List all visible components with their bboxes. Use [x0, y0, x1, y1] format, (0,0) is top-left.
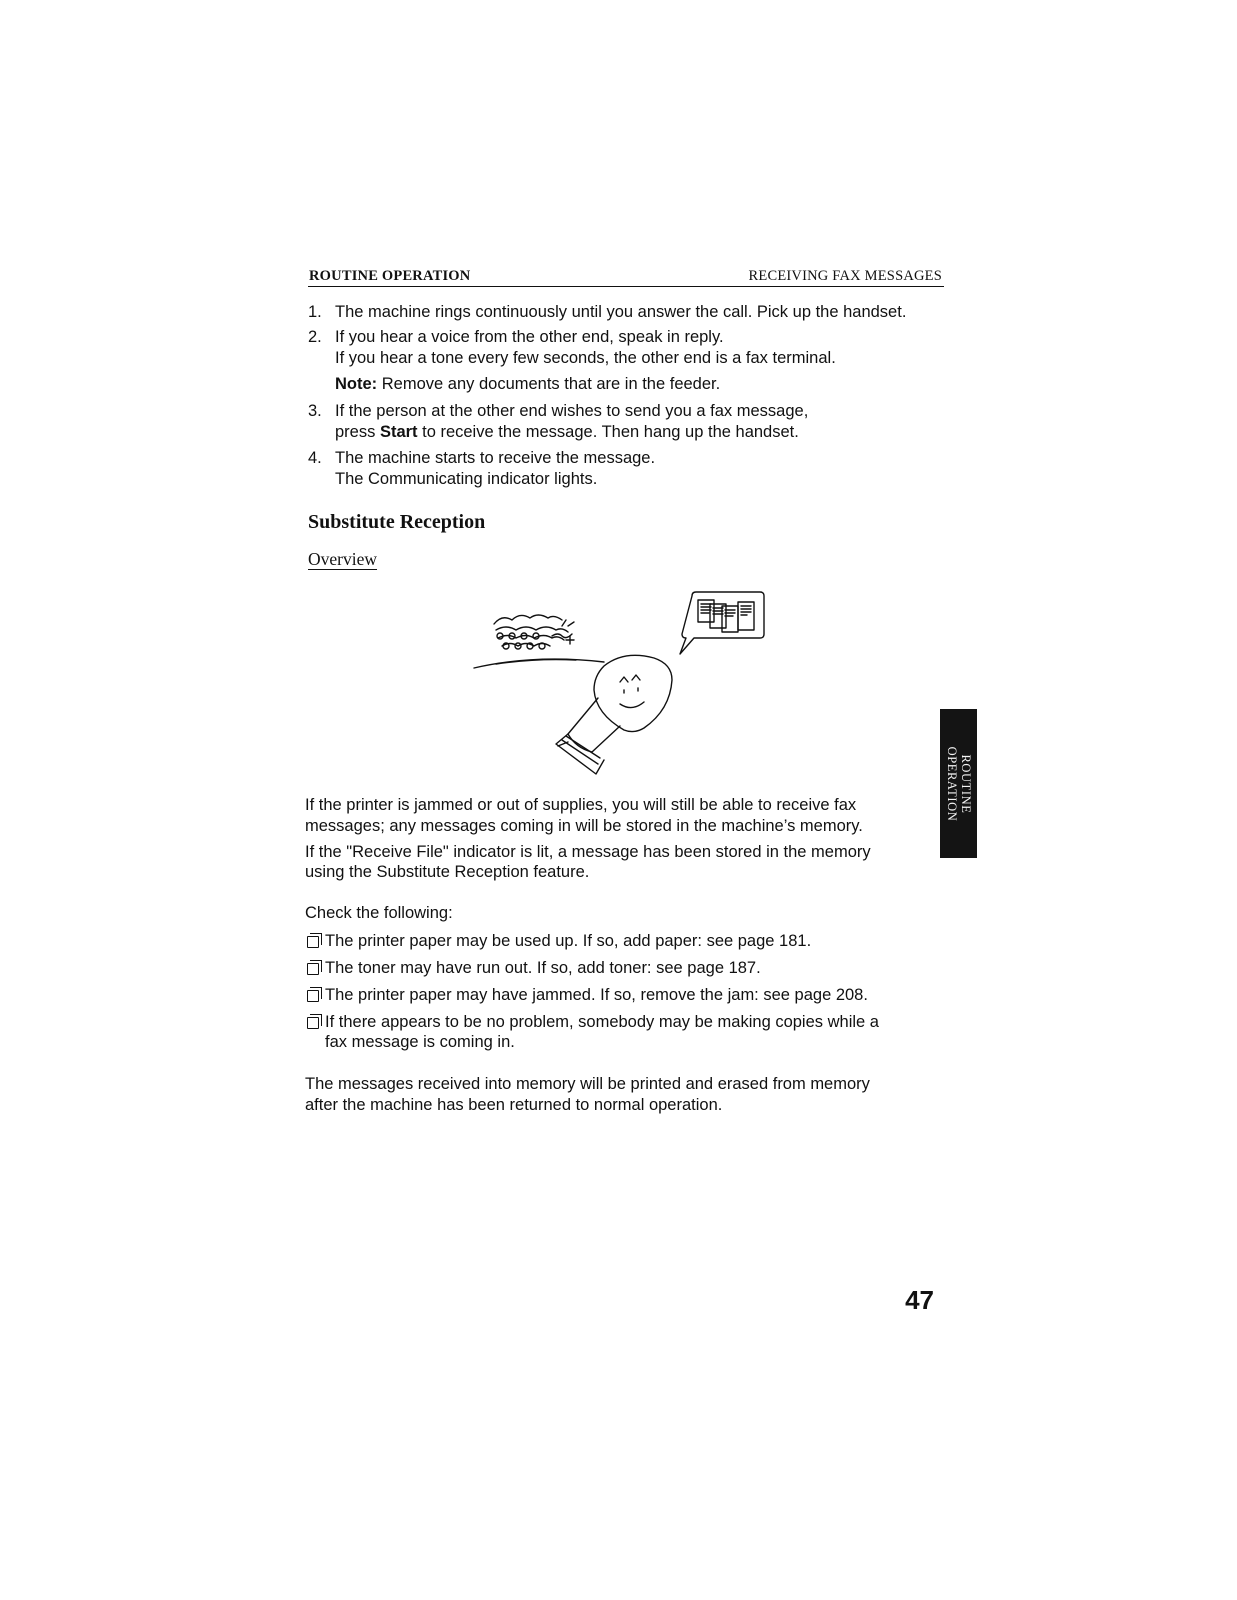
running-header-section: ROUTINE OPERATION [309, 268, 471, 284]
checklist-item-2: The toner may have run out. If so, add toner: see page 187. [325, 959, 761, 977]
step-3-number: 3. [308, 402, 322, 420]
header-rule [308, 286, 944, 287]
side-tab-label [945, 746, 973, 821]
step-2-line-2: If you hear a tone every few seconds, the other end is a fax terminal. [335, 349, 836, 367]
checkbox-icon [307, 1017, 319, 1029]
checkbox-icon [307, 990, 319, 1002]
checkbox-icon [307, 936, 319, 948]
start-key-label: Start [379, 423, 418, 441]
paragraph-1-line-1: If the printer is jammed or out of supplies, you will still be able to receive fax [305, 796, 857, 814]
step-2-line-1: If you hear a voice from the other end, speak in reply. [335, 328, 724, 346]
step-3-line-2 [335, 422, 799, 443]
step-4-line-2: The Communicating indicator lights. [335, 470, 598, 488]
step-4-number: 4. [308, 449, 322, 467]
paragraph-1-line-2: messages; any messages coming in will be stored in the machine’s memory. [305, 817, 863, 835]
checklist-item-4-line-1: If there appears to be no problem, somebody may be making copies while a [325, 1013, 879, 1031]
checkbox-icon [307, 963, 319, 975]
checklist-item-3: The printer paper may have jammed. If so, remove the jam: see page 208. [325, 986, 868, 1004]
step-3-line-1: If the person at the other end wishes to send you a fax message, [335, 402, 809, 420]
section-title: Substitute Reception [308, 511, 486, 533]
side-tab-line-2: OPERATION [944, 746, 959, 821]
substitute-reception-illustration [466, 586, 776, 781]
step-3-line-2-prefix: press [335, 423, 380, 441]
note-label: Note: [335, 375, 378, 393]
side-thumb-tab [940, 709, 977, 858]
step-1-text: The machine rings continuously until you answer the call. Pick up the handset. [335, 303, 907, 321]
speech-bubble-documents-icon [680, 592, 764, 654]
smiling-fax-machine-icon [556, 655, 672, 774]
subsection-title: Overview [308, 549, 378, 569]
final-paragraph-line-2: after the machine has been returned to normal operation. [305, 1096, 723, 1114]
paragraph-2-line-2: using the Substitute Reception feature. [305, 863, 590, 881]
check-intro: Check the following: [305, 904, 453, 922]
checklist-item-1: The printer paper may be used up. If so, add paper: see page 181. [325, 932, 812, 950]
step-3-line-2-suffix: to receive the message. Then hang up the handset. [417, 423, 799, 441]
side-tab-line-1: ROUTINE [958, 753, 973, 814]
paragraph-2-line-1: If the "Receive File" indicator is lit, a message has been stored in the memory [305, 843, 871, 861]
note [335, 374, 720, 395]
checklist-item-4-line-2: fax message is coming in. [325, 1033, 515, 1051]
step-2-number: 2. [308, 328, 322, 346]
note-text: Remove any documents that are in the feeder. [377, 375, 721, 393]
running-header-chapter: RECEIVING FAX MESSAGES [748, 268, 942, 284]
page-number: 47 [905, 1285, 934, 1315]
step-1-number: 1. [308, 303, 322, 321]
step-4-line-1: The machine starts to receive the message. [335, 449, 656, 467]
bug-sketch-icon [474, 615, 604, 668]
final-paragraph-line-1: The messages received into memory will be printed and erased from memory [305, 1075, 870, 1093]
